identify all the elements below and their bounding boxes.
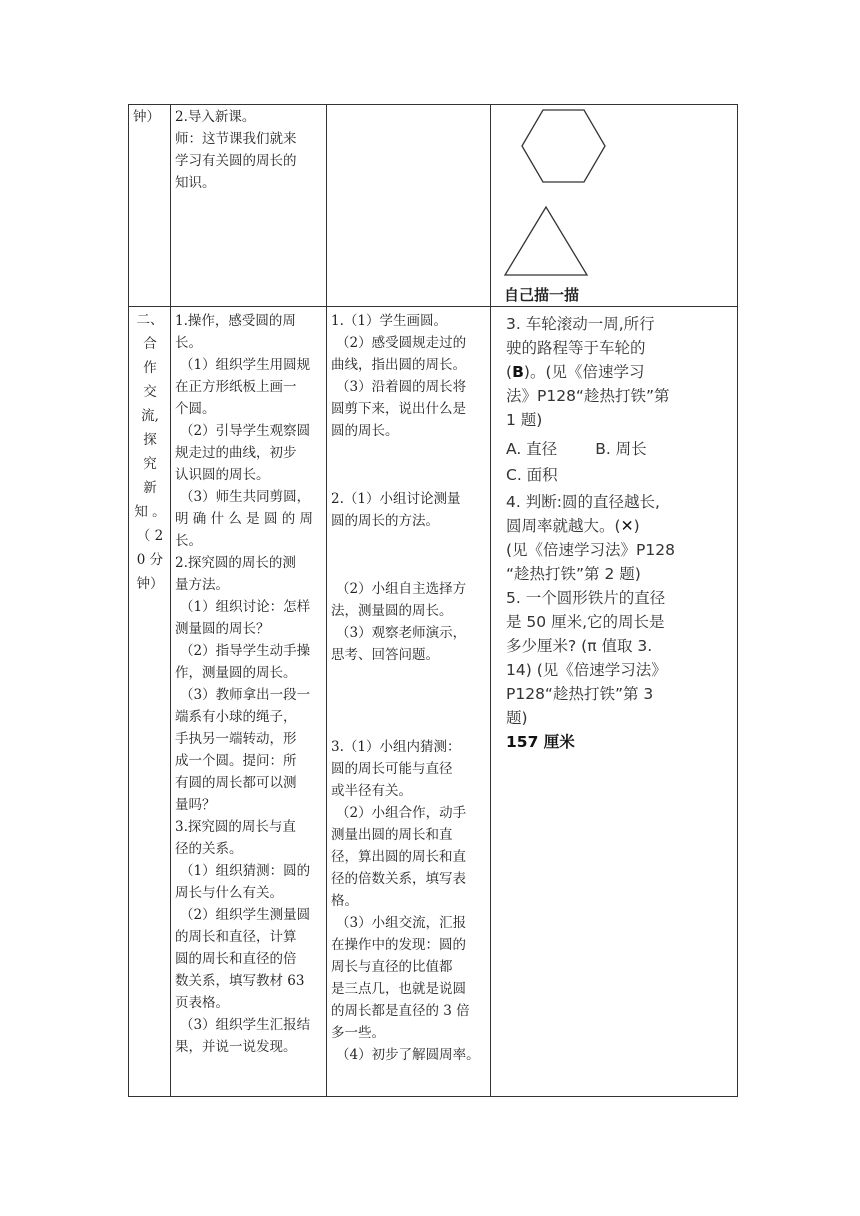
row2-student-block-4 (331, 736, 489, 1066)
teacher-step: （3）组织学生汇报结 果，并说一说发现。 (175, 1017, 311, 1055)
row1-stage-cell (133, 106, 169, 128)
student-step: （3）沿着圆的周长将 圆剪下来，说出什么是 圆的周长。 (331, 379, 467, 439)
row1-teacher-line: 学习有关圆的周长的 (175, 153, 297, 169)
option-c: C. 面积 (506, 466, 558, 484)
table-border-right (737, 104, 738, 1097)
option-a: A. 直径 (506, 440, 558, 458)
student-step: 1.（1）学生画圆。 (331, 313, 447, 329)
teacher-step: （2）引导学生观察圆 规走过的曲线，初步 认识圆的周长。 (175, 423, 311, 483)
exercise-4-text: 4. 判断:圆的直径越长, 圆周率就越大。( (506, 493, 660, 535)
row2-stage-text: 二、 合 作 交 流, 探 究 新 知 。 （ 2 0 分 钟） (134, 312, 166, 592)
row2-stage-cell (130, 308, 170, 596)
row1-figure-cell (491, 104, 737, 306)
row2-student-block-3 (331, 578, 489, 666)
student-step: （4）初步了解圆周率。 (336, 1047, 480, 1063)
table-divider-2 (326, 104, 327, 1097)
row1-teacher-line: 2.导入新课。 (175, 109, 256, 125)
row2-exercise-cell (506, 312, 734, 754)
teacher-step: （2）组织学生测量圆 的周长和直径，计算 圆的周长和直径的倍 数关系，填写教材 63 页表格。 (175, 907, 311, 1011)
exercise-4-source: ) (见《倍速学习法》P128 “趁热打铁”第 2 题) (506, 517, 675, 583)
student-step: 2.（1）小组讨论测量 圆的周长的方法。 (331, 491, 461, 529)
row1-teacher-line: 知识。 (175, 175, 216, 191)
table-border-left (128, 104, 129, 1097)
exercise-3-source: )。(见《倍速学习 法》P128“趁热打铁”第 1 题) (506, 363, 670, 429)
teacher-step: 1.操作，感受圆的周 长。 (175, 313, 296, 351)
student-step: （3）小组交流，汇报 在操作中的发现：圆的 周长与直径的比值都 是三点几，也就是说圆 的周长都是直径的 3 倍 多一些。 (331, 915, 470, 1041)
triangle-shape (505, 207, 587, 275)
teacher-step: （2）指导学生动手操 作，测量圆的周长。 (175, 643, 311, 681)
exercise-4-answer: ✕ (620, 517, 634, 535)
exercise-5: 5. 一个圆形铁片的直径 是 50 厘米,它的周长是 多少厘米? (π 值取 3. 14) (见《倍速学习法》 P128“趁热打铁”第 3 题) (506, 589, 667, 727)
exercise-5-answer: 157 厘米 (506, 733, 575, 751)
table-divider-1 (170, 104, 171, 1097)
teacher-step: （1）组织讨论：怎样 测量圆的周长？ (175, 599, 311, 637)
exercise-3-answer: B (512, 363, 524, 381)
row1-stage-text: 钟） (133, 109, 160, 125)
trace-caption: 自己描一描 (504, 286, 580, 304)
teacher-step: 2.探究圆的周长的测 量方法。 (175, 555, 296, 593)
teacher-step: （3）师生共同剪圆， 明 确 什 么 是 圆 的 周 长。 (175, 489, 314, 549)
row2-student-block-2 (331, 488, 489, 532)
teacher-step: 3.探究圆的周长与直 径的关系。 (175, 819, 296, 857)
lesson-table (128, 104, 738, 1097)
teacher-step: （1）组织猜测：圆的 周长与什么有关。 (175, 863, 311, 901)
exercise-3-options (506, 436, 734, 462)
student-step: （2）小组自主选择方 法，测量圆的周长。 (331, 581, 467, 619)
student-step: （2）感受圆规走过的 曲线，指出圆的周长。 (331, 335, 467, 373)
row1-teacher-line: 师：这节课我们就来 (175, 131, 297, 147)
student-step: （2）小组合作，动手 测量出圆的周长和直 径，算出圆的周长和直 径的倍数关系，填写表 格。 (331, 805, 467, 909)
row1-teacher-cell (175, 106, 325, 194)
row2-teacher-cell (175, 310, 325, 1058)
option-b: B. 周长 (595, 440, 647, 458)
exercise-3-text: 3. 车轮滚动一周,所行 驶的路程等于车轮的 ( (506, 315, 655, 381)
row2-student-block-1 (331, 310, 489, 442)
hexagon-shape (522, 110, 605, 182)
table-border-bottom (128, 1096, 738, 1097)
exercise-3 (506, 312, 734, 432)
teacher-step: （3）教师拿出一段一 端系有小球的绳子， 手执另一端转动，形 成一个圆。提问：所 有圆的周长都可以测 量吗？ (175, 687, 311, 813)
shape-figures (491, 104, 737, 306)
row-divider (128, 306, 738, 307)
exercise-4 (506, 490, 734, 586)
teacher-step: （1）组织学生用圆规 在正方形纸板上画一 个圆。 (175, 357, 311, 417)
student-step: 3.（1）小组内猜测： 圆的周长可能与直径 或半径有关。 (331, 739, 461, 799)
student-step: （3）观察老师演示， 思考、回答问题。 (331, 625, 467, 663)
